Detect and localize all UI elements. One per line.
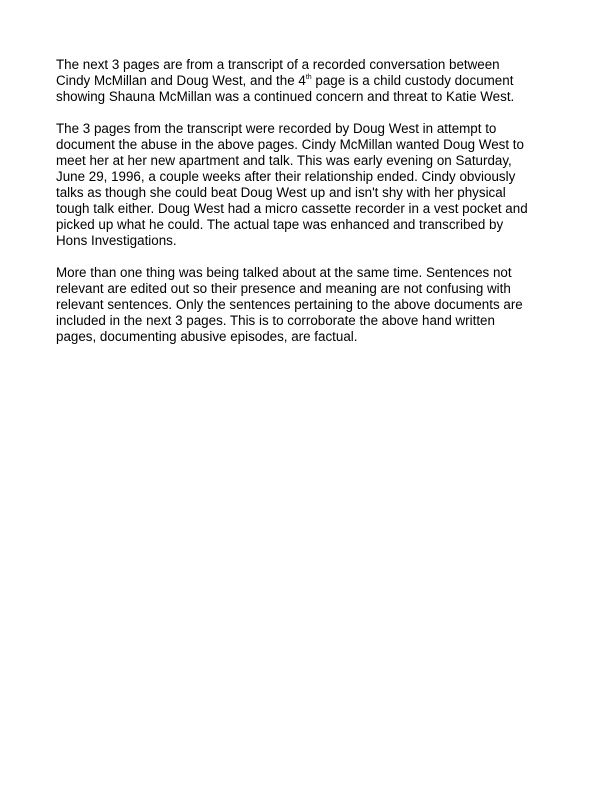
text-line: included in the next 3 pages. This is to corroborate the above hand written xyxy=(56,313,495,328)
text-line: More than one thing was being talked about at the same time. Sentences not xyxy=(56,265,512,280)
text-line: relevant sentences. Only the sentences pertaining to the above documents are xyxy=(56,297,523,312)
text-fragment: page is a child custody document xyxy=(311,73,514,88)
text-line: talks as though she could beat Doug West up and isn't shy with her physical xyxy=(56,185,506,200)
document-page xyxy=(56,57,561,361)
paragraph-recording xyxy=(56,121,561,249)
text-line: June 29, 1996, a couple weeks after their relationship ended. Cindy obviously xyxy=(56,169,516,184)
text-line: The 3 pages from the transcript were recorded by Doug West in attempt to xyxy=(56,121,497,136)
text-line: document the abuse in the above pages. Cindy McMillan wanted Doug West to xyxy=(56,137,524,152)
text-fragment: Cindy McMillan and Doug West, and the 4 xyxy=(56,73,306,88)
text-line: Hons Investigations. xyxy=(56,233,177,248)
text-line xyxy=(56,73,561,89)
text-line: tough talk either. Doug West had a micro cassette recorder in a vest pocket and xyxy=(56,201,528,216)
text-line: pages, documenting abusive episodes, are factual. xyxy=(56,329,358,344)
text-line: picked up what he could. The actual tape was enhanced and transcribed by xyxy=(56,217,504,232)
text-line: showing Shauna McMillan was a continued concern and threat to Katie West. xyxy=(56,89,515,104)
text-line: The next 3 pages are from a transcript of a recorded conversation between xyxy=(56,57,500,72)
paragraph-editing-note xyxy=(56,265,561,345)
ordinal-suffix: th xyxy=(305,73,312,81)
paragraph-intro xyxy=(56,57,561,105)
text-line: relevant are edited out so their presence and meaning are not confusing with xyxy=(56,281,511,296)
text-line: meet her at her new apartment and talk. This was early evening on Saturday, xyxy=(56,153,512,168)
